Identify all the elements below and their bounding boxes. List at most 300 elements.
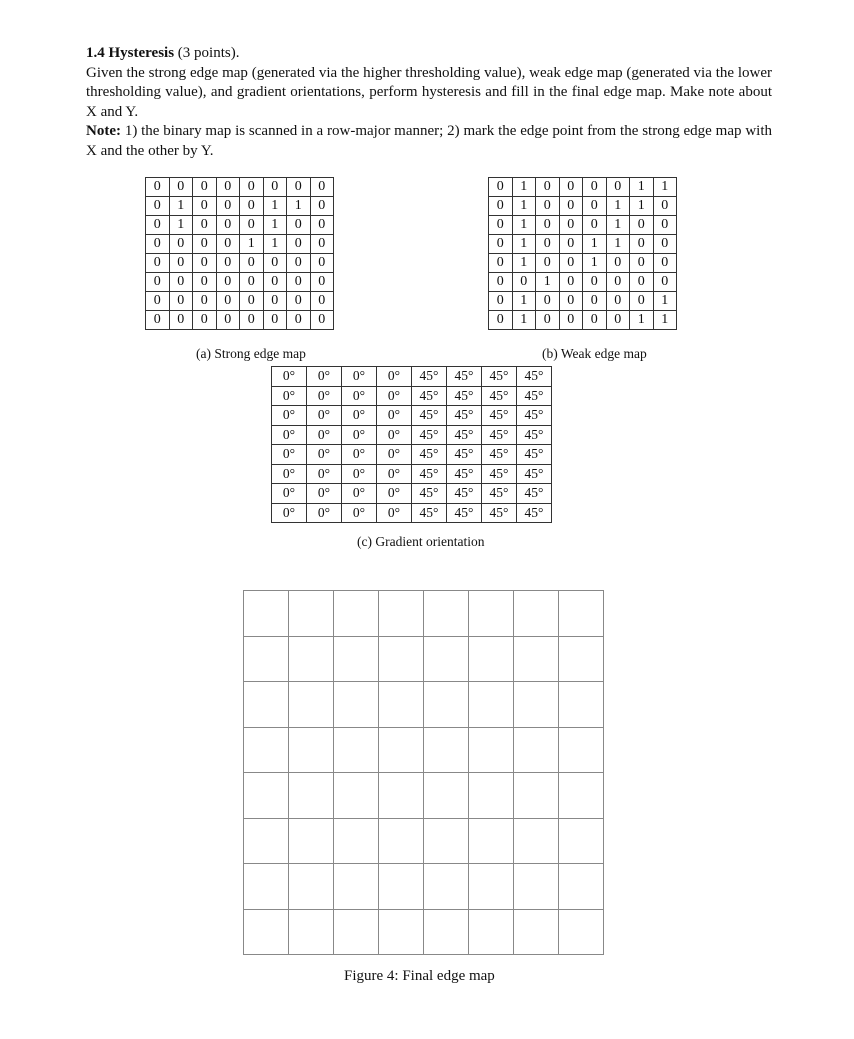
final-edge-cell[interactable] xyxy=(469,591,514,637)
orientation-cell: 45° xyxy=(412,503,447,523)
table-row xyxy=(244,727,604,773)
final-edge-cell[interactable] xyxy=(559,591,604,637)
final-edge-cell[interactable] xyxy=(334,818,379,864)
weak-edge-cell: 0 xyxy=(653,216,677,235)
strong-edge-cell: 0 xyxy=(263,273,287,292)
orientation-cell: 0° xyxy=(272,445,307,465)
strong-edge-cell: 0 xyxy=(240,254,264,273)
orientation-cell: 0° xyxy=(307,445,342,465)
orientation-cell: 0° xyxy=(377,503,412,523)
strong-edge-cell: 0 xyxy=(146,216,170,235)
final-edge-cell[interactable] xyxy=(379,909,424,955)
orientation-cell: 0° xyxy=(377,367,412,387)
final-edge-cell[interactable] xyxy=(334,682,379,728)
weak-edge-cell: 0 xyxy=(559,178,583,197)
final-edge-cell[interactable] xyxy=(244,909,289,955)
weak-edge-cell: 0 xyxy=(559,254,583,273)
weak-edge-cell: 0 xyxy=(630,254,654,273)
strong-edge-cell: 0 xyxy=(193,235,217,254)
strong-edge-cell: 0 xyxy=(310,216,334,235)
strong-edge-map-table xyxy=(145,177,334,330)
orientation-cell: 0° xyxy=(307,406,342,426)
final-edge-cell[interactable] xyxy=(469,682,514,728)
weak-edge-cell: 0 xyxy=(606,311,630,330)
table-row xyxy=(489,216,677,235)
orientation-cell: 45° xyxy=(482,386,517,406)
strong-edge-cell: 0 xyxy=(263,254,287,273)
orientation-cell: 45° xyxy=(412,445,447,465)
weak-edge-cell: 0 xyxy=(489,254,513,273)
final-edge-cell[interactable] xyxy=(424,682,469,728)
weak-edge-cell: 0 xyxy=(653,254,677,273)
final-edge-cell[interactable] xyxy=(469,636,514,682)
final-edge-cell[interactable] xyxy=(289,864,334,910)
orientation-cell: 0° xyxy=(342,367,377,387)
table-row xyxy=(146,178,334,197)
weak-edge-cell: 0 xyxy=(536,235,560,254)
orientation-cell: 0° xyxy=(272,386,307,406)
strong-edge-cell: 0 xyxy=(193,311,217,330)
strong-edge-cell: 0 xyxy=(287,254,311,273)
orientation-cell: 0° xyxy=(377,386,412,406)
strong-edge-cell: 0 xyxy=(310,273,334,292)
weak-edge-cell: 1 xyxy=(630,178,654,197)
strong-edge-cell: 0 xyxy=(240,311,264,330)
weak-edge-cell: 1 xyxy=(583,254,607,273)
final-edge-map-grid xyxy=(243,590,604,955)
orientation-cell: 45° xyxy=(412,425,447,445)
final-edge-cell[interactable] xyxy=(514,636,559,682)
weak-edge-cell: 0 xyxy=(489,197,513,216)
weak-edge-cell: 0 xyxy=(630,273,654,292)
strong-edge-cell: 0 xyxy=(146,197,170,216)
section-number: 1.4 xyxy=(86,45,105,61)
final-edge-cell[interactable] xyxy=(244,773,289,819)
final-edge-cell[interactable] xyxy=(379,727,424,773)
section-points: (3 points). xyxy=(177,45,240,61)
final-edge-cell[interactable] xyxy=(469,818,514,864)
strong-edge-cell: 0 xyxy=(193,197,217,216)
orientation-cell: 45° xyxy=(412,484,447,504)
orientation-cell: 0° xyxy=(307,484,342,504)
strong-edge-cell: 0 xyxy=(193,273,217,292)
orientation-cell: 0° xyxy=(307,386,342,406)
strong-edge-cell: 0 xyxy=(240,197,264,216)
weak-edge-cell: 0 xyxy=(606,254,630,273)
weak-edge-cell: 0 xyxy=(559,311,583,330)
table-row xyxy=(244,636,604,682)
weak-edge-cell: 0 xyxy=(583,311,607,330)
weak-edge-cell: 1 xyxy=(512,216,536,235)
final-edge-cell[interactable] xyxy=(379,773,424,819)
weak-edge-cell: 1 xyxy=(630,197,654,216)
weak-edge-cell: 0 xyxy=(606,178,630,197)
final-edge-cell[interactable] xyxy=(424,727,469,773)
orientation-cell: 45° xyxy=(447,464,482,484)
weak-edge-cell: 0 xyxy=(653,235,677,254)
orientation-cell: 0° xyxy=(377,484,412,504)
table-row xyxy=(272,445,552,465)
weak-edge-cell: 0 xyxy=(489,273,513,292)
final-edge-cell[interactable] xyxy=(424,591,469,637)
orientation-cell: 45° xyxy=(412,386,447,406)
table-row xyxy=(146,254,334,273)
final-edge-cell[interactable] xyxy=(559,636,604,682)
weak-edge-cell: 1 xyxy=(512,292,536,311)
orientation-cell: 45° xyxy=(447,445,482,465)
final-edge-cell[interactable] xyxy=(559,773,604,819)
strong-edge-cell: 1 xyxy=(263,235,287,254)
orientation-cell: 45° xyxy=(482,464,517,484)
strong-edge-cell: 0 xyxy=(169,178,193,197)
orientation-cell: 0° xyxy=(377,425,412,445)
strong-edge-cell: 1 xyxy=(240,235,264,254)
final-edge-cell[interactable] xyxy=(559,818,604,864)
weak-edge-cell: 0 xyxy=(606,292,630,311)
strong-edge-cell: 0 xyxy=(193,178,217,197)
orientation-cell: 45° xyxy=(482,503,517,523)
orientation-cell: 45° xyxy=(517,425,552,445)
strong-edge-cell: 0 xyxy=(146,178,170,197)
weak-edge-cell: 0 xyxy=(489,311,513,330)
weak-edge-cell: 0 xyxy=(559,235,583,254)
final-edge-cell[interactable] xyxy=(469,864,514,910)
orientation-cell: 45° xyxy=(447,367,482,387)
final-edge-cell[interactable] xyxy=(424,864,469,910)
final-edge-cell[interactable] xyxy=(559,727,604,773)
strong-edge-cell: 0 xyxy=(146,235,170,254)
orientation-cell: 45° xyxy=(517,503,552,523)
table-row xyxy=(489,178,677,197)
orientation-cell: 0° xyxy=(377,406,412,426)
final-edge-cell[interactable] xyxy=(334,591,379,637)
note-text: 1) the binary map is scanned in a row-major manner; 2) mark the edge point from the strong edge map with X and the other by Y. xyxy=(86,123,772,159)
final-edge-cell[interactable] xyxy=(469,727,514,773)
final-edge-cell[interactable] xyxy=(514,818,559,864)
final-edge-cell[interactable] xyxy=(334,727,379,773)
table-row xyxy=(244,818,604,864)
strong-edge-cell: 0 xyxy=(287,292,311,311)
orientation-cell: 45° xyxy=(447,484,482,504)
final-edge-cell[interactable] xyxy=(244,682,289,728)
final-edge-cell[interactable] xyxy=(334,864,379,910)
table-row xyxy=(146,273,334,292)
table-row xyxy=(489,254,677,273)
note-label: Note: xyxy=(86,123,121,139)
strong-edge-cell: 0 xyxy=(263,178,287,197)
strong-edge-cell: 0 xyxy=(216,273,240,292)
weak-edge-cell: 0 xyxy=(489,178,513,197)
strong-edge-cell: 0 xyxy=(216,197,240,216)
final-edge-cell[interactable] xyxy=(469,773,514,819)
table-row xyxy=(489,311,677,330)
final-edge-cell[interactable] xyxy=(244,636,289,682)
weak-edge-cell: 0 xyxy=(489,235,513,254)
table-row xyxy=(489,273,677,292)
strong-edge-cell: 0 xyxy=(310,178,334,197)
table-row xyxy=(272,464,552,484)
weak-edge-cell: 0 xyxy=(653,273,677,292)
orientation-cell: 45° xyxy=(517,484,552,504)
orientation-cell: 45° xyxy=(517,386,552,406)
section-heading xyxy=(86,44,772,64)
table-row xyxy=(244,773,604,819)
strong-edge-cell: 1 xyxy=(263,216,287,235)
orientation-cell: 45° xyxy=(412,367,447,387)
final-edge-cell[interactable] xyxy=(379,864,424,910)
final-edge-cell[interactable] xyxy=(334,909,379,955)
orientation-cell: 0° xyxy=(342,406,377,426)
weak-edge-cell: 1 xyxy=(512,254,536,273)
weak-edge-cell: 0 xyxy=(559,216,583,235)
strong-edge-cell: 0 xyxy=(240,292,264,311)
strong-edge-cell: 0 xyxy=(287,311,311,330)
weak-edge-cell: 1 xyxy=(512,235,536,254)
table-row xyxy=(272,503,552,523)
orientation-cell: 45° xyxy=(517,367,552,387)
weak-edge-cell: 0 xyxy=(583,292,607,311)
weak-edge-cell: 1 xyxy=(606,216,630,235)
weak-edge-cell: 0 xyxy=(559,197,583,216)
table-row xyxy=(272,425,552,445)
orientation-cell: 0° xyxy=(342,464,377,484)
weak-edge-cell: 0 xyxy=(583,178,607,197)
strong-edge-cell: 1 xyxy=(169,197,193,216)
weak-edge-cell: 1 xyxy=(653,311,677,330)
strong-edge-cell: 0 xyxy=(216,235,240,254)
final-edge-cell[interactable] xyxy=(469,909,514,955)
strong-edge-cell: 0 xyxy=(310,311,334,330)
strong-edge-cell: 0 xyxy=(169,273,193,292)
table-row xyxy=(244,682,604,728)
weak-edge-cell: 0 xyxy=(559,273,583,292)
weak-edge-cell: 1 xyxy=(630,311,654,330)
weak-edge-cell: 1 xyxy=(606,235,630,254)
weak-edge-cell: 0 xyxy=(489,292,513,311)
final-edge-cell[interactable] xyxy=(379,636,424,682)
strong-edge-cell: 0 xyxy=(310,292,334,311)
section-title: Hysteresis xyxy=(108,45,175,61)
orientation-cell: 45° xyxy=(447,425,482,445)
weak-edge-cell: 1 xyxy=(653,178,677,197)
orientation-cell: 0° xyxy=(272,503,307,523)
strong-edge-cell: 0 xyxy=(240,273,264,292)
orientation-cell: 45° xyxy=(447,386,482,406)
strong-edge-map-caption: (a) Strong edge map xyxy=(196,346,306,361)
weak-edge-cell: 1 xyxy=(512,178,536,197)
final-edge-cell[interactable] xyxy=(244,727,289,773)
orientation-cell: 0° xyxy=(272,464,307,484)
weak-edge-cell: 0 xyxy=(630,235,654,254)
orientation-cell: 0° xyxy=(272,406,307,426)
strong-edge-cell: 0 xyxy=(146,273,170,292)
strong-edge-cell: 0 xyxy=(193,292,217,311)
final-edge-cell[interactable] xyxy=(514,682,559,728)
table-row xyxy=(272,367,552,387)
orientation-cell: 0° xyxy=(272,367,307,387)
strong-edge-cell: 0 xyxy=(169,235,193,254)
table-row xyxy=(146,235,334,254)
strong-edge-cell: 0 xyxy=(263,292,287,311)
orientation-cell: 0° xyxy=(307,503,342,523)
strong-edge-cell: 0 xyxy=(240,178,264,197)
strong-edge-cell: 0 xyxy=(169,311,193,330)
strong-edge-cell: 0 xyxy=(310,254,334,273)
final-edge-cell[interactable] xyxy=(424,818,469,864)
final-edge-cell[interactable] xyxy=(244,591,289,637)
weak-edge-map-caption: (b) Weak edge map xyxy=(542,346,647,361)
weak-edge-map-table xyxy=(488,177,677,330)
final-edge-cell[interactable] xyxy=(514,909,559,955)
strong-edge-cell: 1 xyxy=(287,197,311,216)
orientation-cell: 0° xyxy=(272,425,307,445)
orientation-cell: 45° xyxy=(482,445,517,465)
strong-edge-cell: 0 xyxy=(169,254,193,273)
weak-edge-cell: 0 xyxy=(536,311,560,330)
weak-edge-cell: 0 xyxy=(606,273,630,292)
orientation-cell: 0° xyxy=(342,484,377,504)
table-row xyxy=(146,197,334,216)
orientation-cell: 0° xyxy=(307,425,342,445)
instructions-paragraph: Given the strong edge map (generated via the higher thresholding value), weak edge map (generated via the lower thresholding value), and gradient orientations, perform hysteresis and fill in the final edge map. Make note about X and Y. xyxy=(86,64,772,120)
weak-edge-cell: 0 xyxy=(512,273,536,292)
orientation-cell: 45° xyxy=(412,406,447,426)
table-row xyxy=(244,864,604,910)
strong-edge-cell: 0 xyxy=(193,254,217,273)
strong-edge-cell: 0 xyxy=(310,197,334,216)
final-edge-cell[interactable] xyxy=(424,909,469,955)
orientation-cell: 45° xyxy=(482,425,517,445)
final-edge-cell[interactable] xyxy=(514,591,559,637)
final-edge-cell[interactable] xyxy=(379,591,424,637)
orientation-cell: 45° xyxy=(517,445,552,465)
table-row xyxy=(146,292,334,311)
strong-edge-cell: 0 xyxy=(146,292,170,311)
final-edge-cell[interactable] xyxy=(289,591,334,637)
orientation-cell: 45° xyxy=(517,464,552,484)
table-row xyxy=(272,484,552,504)
final-edge-cell[interactable] xyxy=(289,818,334,864)
orientation-cell: 0° xyxy=(342,503,377,523)
strong-edge-cell: 0 xyxy=(310,235,334,254)
table-row xyxy=(146,311,334,330)
strong-edge-cell: 0 xyxy=(216,178,240,197)
orientation-cell: 0° xyxy=(342,425,377,445)
orientation-cell: 45° xyxy=(447,406,482,426)
orientation-cell: 0° xyxy=(342,386,377,406)
weak-edge-cell: 1 xyxy=(606,197,630,216)
final-edge-cell[interactable] xyxy=(334,636,379,682)
final-edge-cell[interactable] xyxy=(424,636,469,682)
orientation-cell: 0° xyxy=(342,445,377,465)
table-row xyxy=(146,216,334,235)
weak-edge-cell: 0 xyxy=(630,216,654,235)
strong-edge-cell: 0 xyxy=(169,292,193,311)
orientation-cell: 0° xyxy=(307,464,342,484)
table-row xyxy=(244,591,604,637)
final-edge-cell[interactable] xyxy=(379,682,424,728)
final-edge-cell[interactable] xyxy=(289,773,334,819)
weak-edge-cell: 1 xyxy=(583,235,607,254)
weak-edge-cell: 1 xyxy=(512,197,536,216)
final-edge-cell[interactable] xyxy=(514,727,559,773)
weak-edge-cell: 0 xyxy=(536,197,560,216)
final-edge-cell[interactable] xyxy=(559,909,604,955)
strong-edge-cell: 0 xyxy=(287,273,311,292)
final-edge-cell[interactable] xyxy=(244,818,289,864)
table-row xyxy=(489,197,677,216)
strong-edge-cell: 0 xyxy=(287,216,311,235)
weak-edge-cell: 0 xyxy=(536,216,560,235)
final-edge-cell[interactable] xyxy=(289,636,334,682)
orientation-cell: 0° xyxy=(377,464,412,484)
strong-edge-cell: 0 xyxy=(216,254,240,273)
final-edge-cell[interactable] xyxy=(514,864,559,910)
strong-edge-cell: 0 xyxy=(287,235,311,254)
strong-edge-cell: 0 xyxy=(216,292,240,311)
weak-edge-cell: 0 xyxy=(536,292,560,311)
strong-edge-cell: 0 xyxy=(216,216,240,235)
weak-edge-cell: 1 xyxy=(512,311,536,330)
weak-edge-cell: 0 xyxy=(489,216,513,235)
final-edge-cell[interactable] xyxy=(559,682,604,728)
strong-edge-cell: 0 xyxy=(193,216,217,235)
orientation-cell: 45° xyxy=(517,406,552,426)
orientation-cell: 45° xyxy=(482,406,517,426)
weak-edge-cell: 0 xyxy=(583,273,607,292)
strong-edge-cell: 0 xyxy=(263,311,287,330)
table-row xyxy=(489,292,677,311)
final-edge-cell[interactable] xyxy=(514,773,559,819)
final-edge-map-caption: Figure 4: Final edge map xyxy=(344,968,495,984)
gradient-orientation-caption: (c) Gradient orientation xyxy=(357,534,485,549)
strong-edge-cell: 1 xyxy=(263,197,287,216)
final-edge-cell[interactable] xyxy=(559,864,604,910)
final-edge-cell[interactable] xyxy=(289,727,334,773)
table-row xyxy=(244,909,604,955)
final-edge-cell[interactable] xyxy=(289,909,334,955)
question-text xyxy=(86,44,772,161)
weak-edge-cell: 1 xyxy=(536,273,560,292)
weak-edge-cell: 0 xyxy=(536,254,560,273)
strong-edge-cell: 0 xyxy=(240,216,264,235)
final-edge-cell[interactable] xyxy=(244,864,289,910)
note-paragraph xyxy=(86,122,772,161)
table-row xyxy=(272,386,552,406)
final-edge-cell[interactable] xyxy=(289,682,334,728)
orientation-cell: 0° xyxy=(377,445,412,465)
orientation-cell: 0° xyxy=(307,367,342,387)
orientation-cell: 45° xyxy=(447,503,482,523)
orientation-cell: 45° xyxy=(482,484,517,504)
table-row xyxy=(272,406,552,426)
weak-edge-cell: 0 xyxy=(583,216,607,235)
orientation-cell: 45° xyxy=(482,367,517,387)
weak-edge-cell: 0 xyxy=(653,197,677,216)
orientation-cell: 0° xyxy=(272,484,307,504)
table-row xyxy=(489,235,677,254)
weak-edge-cell: 1 xyxy=(653,292,677,311)
gradient-orientation-table xyxy=(271,366,552,523)
strong-edge-cell: 0 xyxy=(146,311,170,330)
orientation-cell: 45° xyxy=(412,464,447,484)
final-edge-cell[interactable] xyxy=(379,818,424,864)
weak-edge-cell: 0 xyxy=(559,292,583,311)
final-edge-cell[interactable] xyxy=(334,773,379,819)
weak-edge-cell: 0 xyxy=(630,292,654,311)
final-edge-cell[interactable] xyxy=(424,773,469,819)
strong-edge-cell: 0 xyxy=(216,311,240,330)
